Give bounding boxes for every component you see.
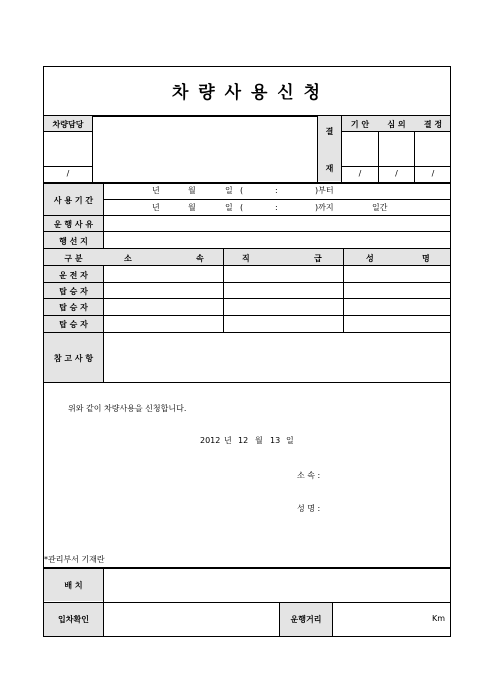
applicant-name-label: 성 명 : bbox=[297, 504, 321, 513]
driver-label: 운 전 자 bbox=[59, 271, 88, 280]
approval-col-review: 심 의 bbox=[387, 120, 406, 129]
divider bbox=[43, 182, 451, 184]
approval-sign-decide[interactable] bbox=[415, 132, 450, 165]
period2-month: 월 bbox=[188, 203, 196, 212]
dept-header-b: 속 bbox=[196, 254, 204, 263]
reason-field[interactable] bbox=[104, 216, 450, 231]
period1-year: 년 bbox=[152, 186, 160, 195]
driver-rank-field[interactable] bbox=[224, 266, 342, 281]
applicant-dept-field[interactable] bbox=[345, 469, 435, 483]
dept-header-a: 소 bbox=[124, 254, 132, 263]
manager-detail-field[interactable] bbox=[93, 116, 316, 181]
admin-note: *관리부서 기재란 bbox=[44, 555, 105, 564]
period-label: 사 용 기 간 bbox=[53, 196, 94, 205]
period2-year: 년 bbox=[152, 203, 160, 212]
approval-label-2: 재 bbox=[325, 164, 334, 173]
assign-field[interactable] bbox=[104, 569, 450, 601]
statement-year: 2012 bbox=[200, 436, 221, 445]
applicant-name-field[interactable] bbox=[345, 502, 435, 516]
divider bbox=[43, 315, 451, 316]
period1-colon: : bbox=[275, 186, 278, 195]
divider bbox=[343, 248, 344, 332]
driver-dept-field[interactable] bbox=[104, 266, 222, 281]
statement-year-unit: 년 bbox=[224, 436, 232, 445]
period2-close: )까지 bbox=[315, 203, 334, 212]
manager-sign-field[interactable] bbox=[44, 132, 91, 165]
divider bbox=[43, 298, 451, 299]
distance-unit: Km bbox=[432, 614, 446, 623]
divider bbox=[341, 166, 451, 167]
passenger-label-2: 탑 승 자 bbox=[59, 303, 88, 312]
reason-label: 운 행 사 유 bbox=[53, 220, 94, 229]
manager-label: 차량담당 bbox=[52, 120, 84, 129]
period2-duration: 일간 bbox=[372, 203, 388, 212]
check-label: 입차확인 bbox=[58, 615, 89, 624]
divider bbox=[43, 166, 92, 167]
applicant-dept-label: 소 속 : bbox=[297, 471, 321, 480]
passenger-label-1: 탑 승 자 bbox=[59, 287, 88, 296]
approval-slash-draft: / bbox=[358, 169, 362, 178]
approval-label-1: 결 bbox=[325, 127, 334, 136]
period1-close: )부터 bbox=[315, 186, 334, 195]
remarks-field[interactable] bbox=[104, 333, 450, 382]
statement-month: 12 bbox=[238, 436, 249, 445]
remarks-label: 참 고 사 항 bbox=[53, 354, 94, 363]
passenger-label-3: 탑 승 자 bbox=[59, 320, 88, 329]
check-field[interactable] bbox=[104, 603, 278, 636]
period1-open: ( bbox=[240, 186, 244, 195]
statement-month-unit: 월 bbox=[255, 436, 263, 445]
approval-sign-draft[interactable] bbox=[342, 132, 378, 165]
category-header: 구 분 bbox=[64, 254, 83, 263]
name-header-a: 성 bbox=[366, 254, 374, 263]
approval-slash-decide: / bbox=[431, 169, 435, 178]
period2-open: ( bbox=[240, 203, 244, 212]
assign-label: 배 치 bbox=[64, 581, 83, 590]
period2-day: 일 bbox=[225, 203, 233, 212]
divider bbox=[43, 282, 451, 283]
divider bbox=[103, 199, 451, 200]
destination-label: 행 선 지 bbox=[59, 237, 88, 246]
divider bbox=[223, 248, 224, 332]
distance-field[interactable] bbox=[333, 603, 423, 636]
name-header-b: 명 bbox=[422, 254, 430, 263]
statement-day: 13 bbox=[270, 436, 281, 445]
approval-slash-review: / bbox=[395, 169, 398, 178]
rank-header-b: 급 bbox=[314, 254, 322, 263]
approval-col-draft: 기 안 bbox=[350, 120, 370, 129]
statement-day-unit: 일 bbox=[286, 436, 294, 445]
divider bbox=[43, 382, 451, 383]
statement-text: 위와 같이 차량사용을 신청합니다. bbox=[68, 404, 187, 413]
driver-name-field[interactable] bbox=[344, 266, 450, 281]
distance-label: 운행거리 bbox=[290, 615, 322, 624]
manager-slash: / bbox=[66, 169, 70, 178]
rank-header-a: 직 bbox=[242, 254, 250, 263]
period2-colon: : bbox=[275, 203, 278, 212]
approval-sign-review[interactable] bbox=[379, 132, 414, 165]
destination-field[interactable] bbox=[104, 232, 450, 248]
period1-day: 일 bbox=[225, 186, 233, 195]
form-title: 차 량 사 용 신 청 bbox=[171, 83, 323, 103]
approval-col-decide: 결 정 bbox=[423, 120, 443, 129]
period1-month: 월 bbox=[188, 186, 196, 195]
